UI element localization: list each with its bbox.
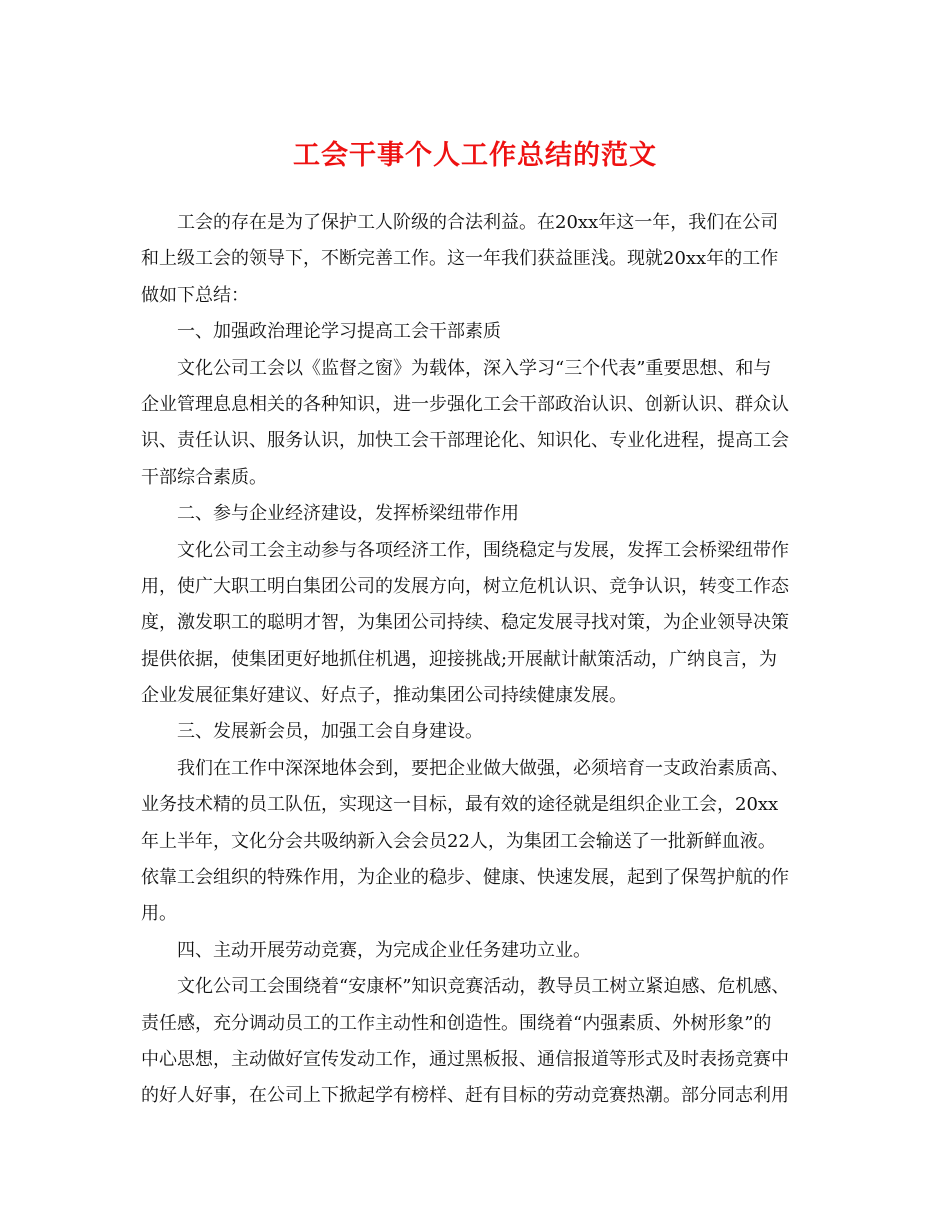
body-line: 的好人好事，在公司上下掀起学有榜样、赶有目标的劳动竞赛热潮。部分同志利用 [141,1085,789,1107]
body-line: 工会的存在是为了保护工人阶级的合法利益。在20xx年这一年，我们在公司 [177,212,779,233]
body-line: 用。 [141,903,177,925]
body-line: 文化公司工会围绕着“安康杯”知识竞赛活动，教导员工树立紧迫感、危机感、 [177,976,790,998]
body-line: 四、主动开展劳动竞赛，为完成企业任务建功立业。 [177,939,591,961]
body-line: 提供依据，使集团更好地抓住机遇，迎接挑战;开展献计献策活动，广纳良言，为 [141,648,778,670]
body-line: 和上级工会的领导下，不断完善工作。这一年我们获益匪浅。现就20xx年的工作 [141,248,779,270]
body-line: 一、加强政治理论学习提高工会干部素质 [177,321,501,343]
body-line: 度，激发职工的聪明才智，为集团公司持续、稳定发展寻找对策，为企业领导决策 [141,612,789,634]
body-line: 识、责任认识、服务认识，加快工会干部理论化、知识化、专业化进程，提高工会 [141,430,789,452]
body-line: 业务技术精的员工队伍，实现这一目标，最有效的途径就是组织企业工会，20xx [141,794,779,816]
body-line: 二、参与企业经济建设，发挥桥梁纽带作用 [177,503,519,525]
body-line: 文化公司工会主动参与各项经济工作，围绕稳定与发展，发挥工会桥梁纽带作 [177,539,789,561]
body-line: 责任感，充分调动员工的工作主动性和创造性。围绕着“内强素质、外树形象”的 [141,1012,772,1034]
document-body [141,205,831,1115]
body-line: 企业发展征集好建议、好点子，推动集团公司持续健康发展。 [141,685,627,707]
body-line: 中心思想，主动做好宣传发动工作，通过黑板报、通信报道等形式及时表扬竞赛中 [141,1048,789,1070]
body-line: 文化公司工会以《监督之窗》为载体，深入学习“三个代表”重要思想、和与 [177,357,772,379]
body-line: 做如下总结： [141,284,249,306]
body-line: 我们在工作中深深地体会到，要把企业做大做强，必须培育一支政治素质高、 [177,757,789,779]
body-line: 企业管理息息相关的各种知识，进一步强化工会干部政治认识、创新认识、群众认 [141,393,789,415]
body-line: 用，使广大职工明白集团公司的发展方向，树立危机认识、竞争认识，转变工作态 [141,575,789,597]
document-title: 工会干事个人工作总结的范文 [293,140,657,171]
body-line: 依靠工会组织的特殊作用，为企业的稳步、健康、快速发展，起到了保驾护航的作 [141,867,789,889]
body-line: 干部综合素质。 [141,466,267,488]
body-line: 三、发展新会员，加强工会自身建设。 [177,721,483,743]
body-line: 年上半年，文化分会共吸纳新入会会员22人，为集团工会输送了一批新鲜血液。 [141,830,776,852]
